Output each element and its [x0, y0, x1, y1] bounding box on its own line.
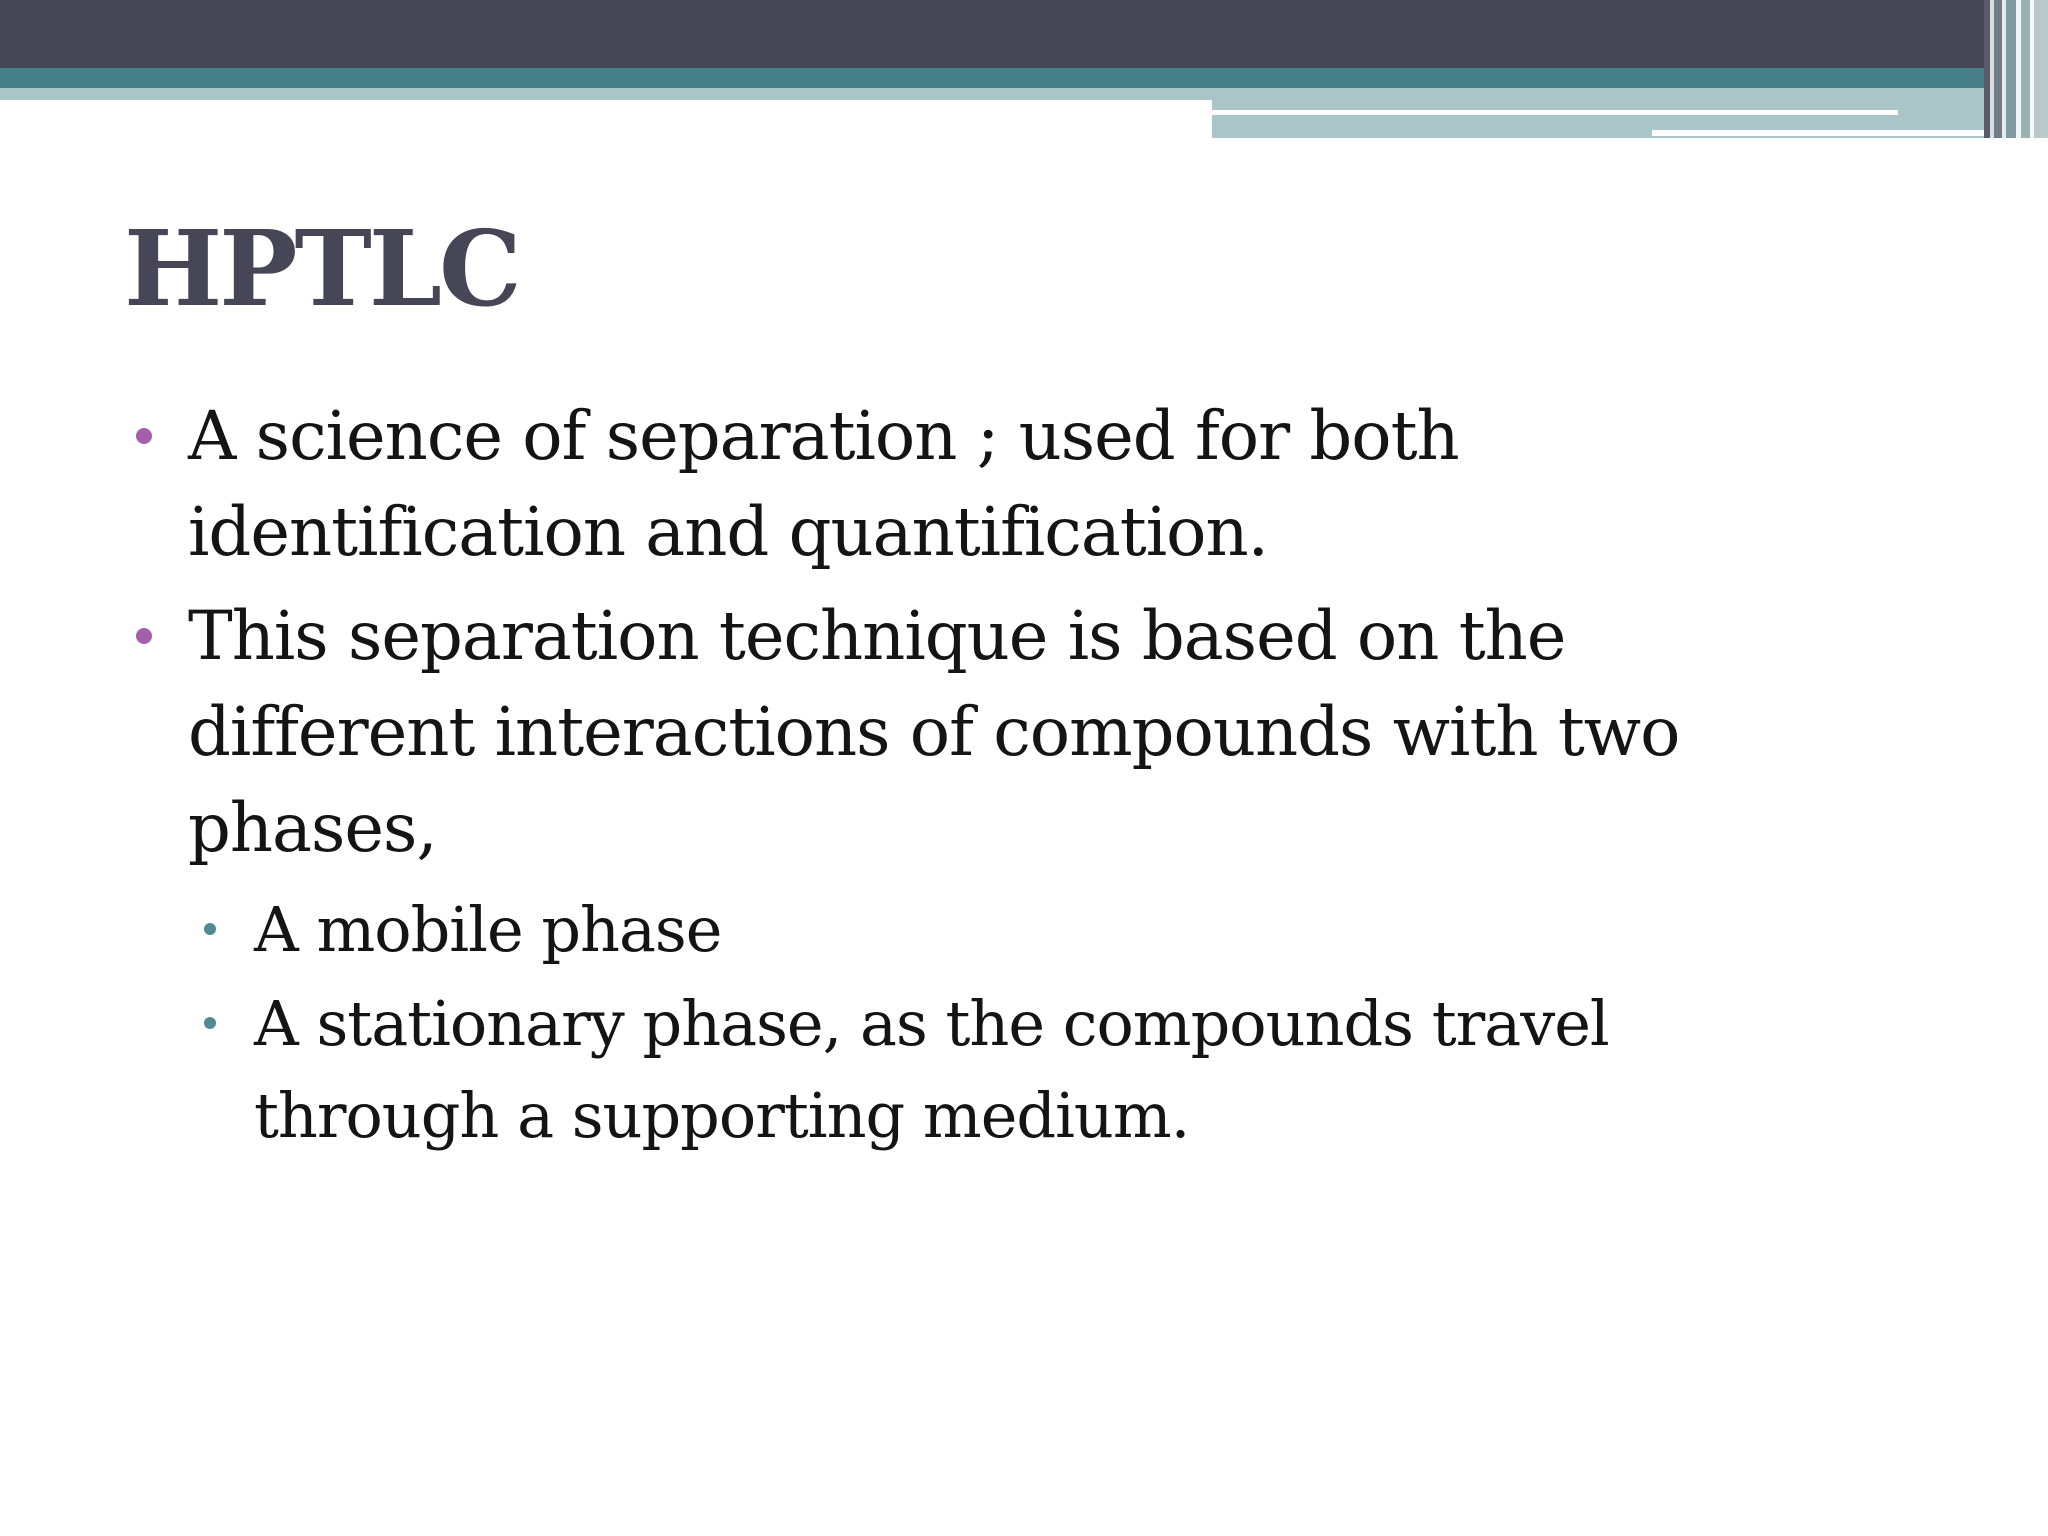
- header-accent-line: [1652, 130, 2002, 136]
- bullet-item: [130, 388, 1850, 580]
- sub-bullet-dot-icon: [204, 1017, 216, 1029]
- sub-bullet-item: [130, 884, 1850, 976]
- bullet-dot-icon: [136, 628, 152, 644]
- sub-bullet-text: A mobile phase: [254, 893, 722, 966]
- sub-bullet-list: [130, 884, 1850, 1162]
- bullet-dot-icon: [136, 428, 152, 444]
- bullet-item: [130, 588, 1850, 876]
- bullet-text: A science of separation ; used for both identification and quantification.: [188, 397, 1459, 571]
- bullet-list: [130, 388, 1850, 1164]
- sub-bullet-text: A stationary phase, as the compounds travel through a supporting medium.: [254, 987, 1609, 1152]
- sub-bullet-dot-icon: [204, 923, 216, 935]
- header-light-bar-left: [0, 88, 1212, 100]
- sub-bullet-item: [130, 978, 1850, 1162]
- header-dark-bar: [0, 0, 2048, 68]
- header-accent-line: [1212, 110, 1898, 115]
- bullet-text: This separation technique is based on the different interactions of compounds with two phases,: [188, 597, 1680, 867]
- header-teal-bar: [0, 68, 2048, 88]
- header-stripes: [1984, 0, 2048, 138]
- sub-bullet-group: [130, 884, 1850, 1162]
- slide-title: HPTLC: [124, 207, 519, 330]
